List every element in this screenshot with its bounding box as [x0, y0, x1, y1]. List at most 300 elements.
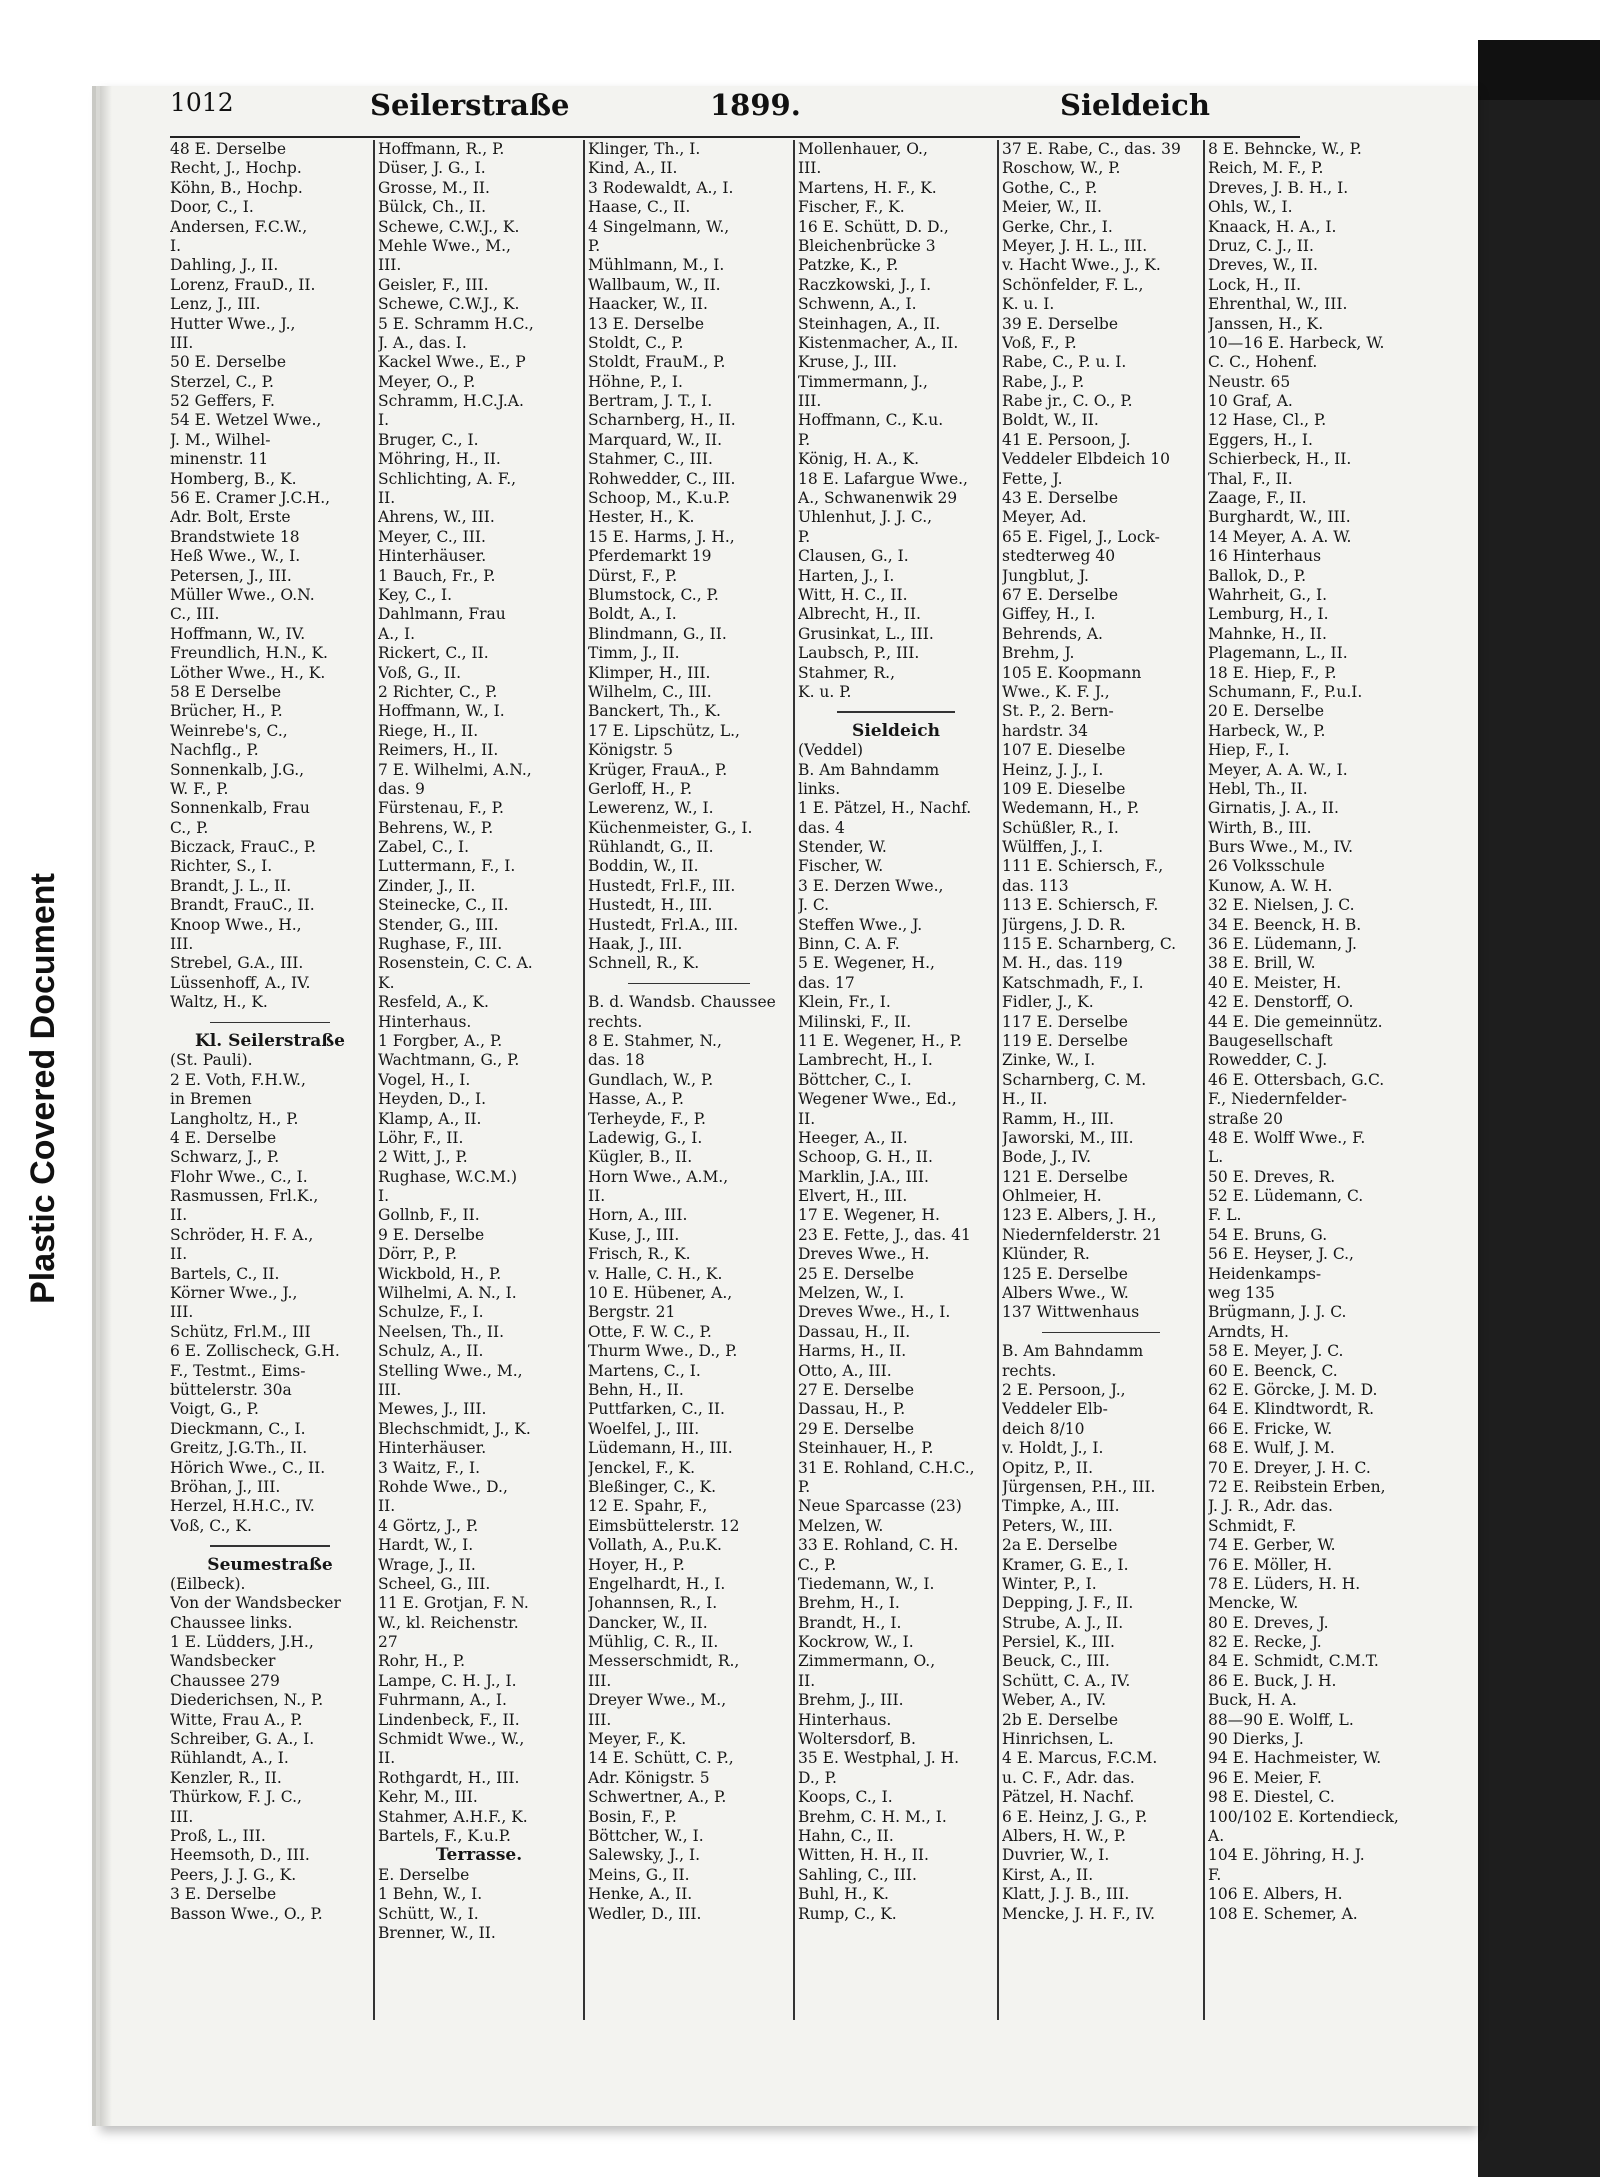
directory-entry: Woelfel, J., III. [588, 1419, 700, 1438]
directory-entry: Haacker, W., II. [588, 295, 708, 314]
directory-entry: Wülffen, J., I. [1002, 838, 1104, 857]
directory-entry: Kenzler, R., II. [170, 1768, 282, 1787]
scanner-shadow-top [1478, 40, 1600, 100]
directory-entry: 137 Wittwenhaus [1002, 1303, 1140, 1322]
directory-entry: 3 Waitz, F., I. [378, 1458, 480, 1477]
directory-entry: 100/102 E. Kortendieck, [1208, 1807, 1399, 1826]
street-section-heading: Kl. Seilerstraße [195, 1031, 345, 1051]
directory-entry: Key, C., I. [378, 585, 453, 604]
directory-entry: 115 E. Scharnberg, C. [1002, 935, 1177, 954]
directory-entry: 109 E. Dieselbe [1002, 779, 1126, 798]
directory-entry: Harms, H., II. [798, 1342, 907, 1361]
directory-entry: Voß, G., II. [378, 663, 462, 682]
directory-entry: 78 E. Lüders, H. H. [1208, 1574, 1361, 1593]
directory-entry: 66 E. Fricke, W. [1208, 1419, 1333, 1438]
directory-entry: 6 E. Heinz, J. G., P. [1002, 1807, 1148, 1826]
directory-entry: Scheel, G., III. [378, 1574, 491, 1593]
directory-entry: Geisler, F., III. [378, 275, 489, 294]
directory-entry: Janssen, H., K. [1208, 314, 1324, 333]
directory-entry: Lüssenhoff, A., IV. [170, 973, 311, 992]
directory-entry: I. [378, 1187, 390, 1206]
directory-entry: Herzel, H.H.C., IV. [170, 1497, 315, 1516]
directory-entry: Frisch, R., K. [588, 1245, 691, 1264]
directory-entry: Schoop, M., K.u.P. [588, 489, 731, 508]
directory-entry: 50 E. Dreves, R. [1208, 1167, 1336, 1186]
directory-entry: Kind, A., II. [588, 159, 678, 178]
directory-entry: Rughase, F., III. [378, 935, 503, 954]
directory-entry: Chaussee 279 [170, 1671, 280, 1690]
directory-entry: 41 E. Persoon, J. [1002, 430, 1131, 449]
directory-entry: Elvert, H., III. [798, 1187, 908, 1206]
directory-entry: Kehr, M., III. [378, 1788, 478, 1807]
directory-entry: Von der Wandsbecker [170, 1594, 341, 1613]
directory-entry: 6 E. Zollischeck, G.H. [170, 1342, 340, 1361]
directory-entry: Rohwedder, C., III. [588, 469, 736, 488]
directory-entry: Weber, A., IV. [1002, 1691, 1107, 1710]
directory-entry: Jungblut, J. [1002, 566, 1089, 585]
directory-entry: Klinger, Th., I. [588, 140, 701, 158]
directory-entry: 29 E. Derselbe [798, 1419, 915, 1438]
directory-entry: Bruger, C., I. [378, 430, 479, 449]
directory-entry: Gerloff, H., P. [588, 779, 693, 798]
directory-entry: Königstr. 5 [588, 741, 673, 760]
directory-entry: 26 Volksschule [1208, 857, 1325, 876]
directory-entry: 12 E. Spahr, F., [588, 1497, 708, 1516]
directory-entry: Meier, W., II. [1002, 198, 1102, 217]
directory-entry: 94 E. Hachmeister, W. [1208, 1749, 1382, 1768]
directory-entry: Bleßinger, C., K. [588, 1477, 717, 1496]
directory-entry: Hoffmann, C., K.u. [798, 411, 944, 430]
directory-entry: Brehm, H., I. [798, 1594, 900, 1613]
directory-entry: 1 Forgber, A., P. [378, 1031, 503, 1050]
directory-entry: Höhne, P., I. [588, 372, 683, 391]
directory-entry: Wirth, B., III. [1208, 818, 1312, 837]
directory-entry: Jenckel, F., K. [588, 1458, 696, 1477]
directory-entry: 84 E. Schmidt, C.M.T. [1208, 1652, 1379, 1671]
directory-entry: 14 E. Schütt, C. P., [588, 1749, 734, 1768]
directory-entry: Haak, J., III. [588, 935, 683, 954]
directory-entry: Wickbold, H., P. [378, 1264, 502, 1283]
directory-entry: Witt, H. C., II. [798, 585, 908, 604]
directory-entry: Schmidt Wwe., W., [378, 1730, 525, 1749]
column-1 [170, 140, 370, 2020]
directory-entry: Kunow, A. W. H. [1208, 876, 1333, 895]
directory-entry: C. C., Hohenf. [1208, 353, 1318, 372]
directory-entry: Hinterhaus. [378, 1012, 472, 1031]
directory-entry: Hoyer, H., P. [588, 1555, 685, 1574]
directory-entry: rechts. [1002, 1361, 1057, 1380]
directory-entry: 23 E. Fette, J., das. 41 [798, 1225, 971, 1244]
column-divider [583, 140, 585, 2020]
directory-entry: hardstr. 34 [1002, 721, 1089, 740]
directory-entry: Hoffmann, W., I. [378, 702, 505, 721]
directory-entry: Dreves Wwe., H., I. [798, 1303, 951, 1322]
directory-entry: Sterzel, C., P. [170, 372, 274, 391]
directory-entry: H., II. [1002, 1090, 1048, 1109]
directory-entry: II. [170, 1206, 188, 1225]
directory-entry: III. [378, 1381, 402, 1399]
directory-entry: Hinterhäuser. [378, 547, 487, 566]
directory-entry: Brandt, FrauC., II. [170, 896, 315, 915]
directory-entry: straße 20 [1208, 1109, 1284, 1128]
directory-entry: 2 Witt, J., P. [378, 1148, 468, 1167]
scanner-shadow [1478, 40, 1600, 2177]
directory-entry: weg 135 [1208, 1284, 1275, 1303]
directory-entry: Voigt, G., P. [170, 1400, 259, 1419]
directory-entry: Meyer, J. H. L., III. [1002, 236, 1148, 255]
directory-entry: 44 E. Die gemeinnütz. [1208, 1012, 1383, 1031]
street-section-heading: Seumestraße [207, 1555, 333, 1575]
directory-entry: III. [798, 159, 822, 178]
directory-entry: Schröder, H. F. A., [170, 1225, 314, 1244]
directory-entry: 3 E. Derzen Wwe., [798, 876, 944, 895]
directory-entry: Patzke, K., P. [798, 256, 899, 275]
directory-entry: Arndts, H. [1208, 1322, 1289, 1341]
directory-entry: Böttcher, C., I. [798, 1070, 912, 1089]
directory-entry: P. [798, 430, 811, 449]
directory-entry: Jaworski, M., III. [1002, 1128, 1134, 1147]
street-heading-left: Seilerstraße [370, 88, 570, 122]
directory-entry: Stender, G., III. [378, 915, 499, 934]
directory-entry: I. [378, 411, 390, 430]
directory-entry: Brügmann, J. J. C. [1208, 1303, 1347, 1322]
directory-entry: das. 113 [1002, 876, 1069, 895]
directory-entry: Peers, J. J. G., K. [170, 1865, 297, 1884]
directory-entry: Dassau, H., II. [798, 1322, 911, 1341]
directory-entry: Brehm, J. [1002, 644, 1075, 663]
directory-entry: Hasse, A., P. [588, 1090, 684, 1109]
directory-entry: Timpke, A., III. [1002, 1497, 1120, 1516]
directory-entry: W., kl. Reichenstr. [378, 1613, 519, 1632]
directory-entry: Steinhauer, H., P. [798, 1439, 934, 1458]
directory-entry: Nachflg., P. [170, 741, 259, 760]
directory-entry: K. [378, 973, 395, 992]
directory-entry: Steinecke, C., II. [378, 896, 509, 915]
directory-entry: Reich, M. F., P. [1208, 159, 1324, 178]
directory-entry: Burs Wwe., M., IV. [1208, 838, 1354, 857]
directory-entry: 9 E. Derselbe [378, 1225, 485, 1244]
directory-entry: Jürgens, J. D. R. [1002, 915, 1126, 934]
directory-entry: 98 E. Diestel, C. [1208, 1788, 1335, 1807]
directory-entry: 4 Singelmann, W., [588, 217, 730, 236]
directory-entry: 20 E. Derselbe [1208, 702, 1325, 721]
directory-entry: 86 E. Buck, J. H. [1208, 1671, 1337, 1690]
directory-entry: 3 Rodewaldt, A., I. [588, 178, 734, 197]
directory-entry: 2b E. Derselbe [1002, 1710, 1119, 1729]
directory-entry: B. Am Bahndamm [1002, 1342, 1144, 1361]
directory-entry: 107 E. Dieselbe [1002, 741, 1126, 760]
directory-entry: Schewe, C.W.J., K. [378, 217, 520, 236]
directory-entry: v. Hacht Wwe., J., K. [1002, 256, 1161, 275]
directory-entry: Pätzel, H. Nachf. [1002, 1788, 1135, 1807]
column-6 [1208, 140, 1408, 2020]
directory-entry: Rabe, J., P. [1002, 372, 1085, 391]
directory-entry: Peters, W., III. [1002, 1516, 1113, 1535]
directory-entry: Wilhelm, C., III. [588, 682, 712, 701]
directory-entry: K. u. P. [798, 682, 852, 701]
directory-entry: Meins, G., II. [588, 1865, 690, 1884]
directory-entry: Rasmussen, Frl.K., [170, 1187, 319, 1206]
directory-entry: (Veddel) [798, 741, 864, 760]
directory-entry: Wrage, J., II. [378, 1555, 476, 1574]
directory-entry: Voß, C., K. [170, 1516, 252, 1535]
directory-entry: 48 E. Wolff Wwe., F. [1208, 1128, 1366, 1147]
directory-entry: Banckert, Th., K. [588, 702, 721, 721]
directory-entry: Klamp, A., II. [378, 1109, 482, 1128]
directory-entry: Katschmadh, F., I. [1002, 973, 1144, 992]
directory-entry: 90 Dierks, J. [1208, 1730, 1304, 1749]
directory-entry: Lock, H., II. [1208, 275, 1302, 294]
directory-entry: II. [378, 1497, 396, 1516]
directory-entry: 1 Behn, W., I. [378, 1885, 483, 1904]
directory-entry: Thurm Wwe., D., P. [588, 1342, 738, 1361]
directory-entry: Rühlandt, A., I. [170, 1749, 289, 1768]
directory-entry: Fürstenau, F., P. [378, 799, 504, 818]
directory-entry: Dieckmann, C., I. [170, 1419, 306, 1438]
directory-entry: Gothe, C., P. [1002, 178, 1098, 197]
page-header [170, 88, 1300, 132]
directory-entry: I. [170, 236, 182, 255]
directory-entry: 67 E. Derselbe [1002, 585, 1119, 604]
directory-entry: Timm, J., II. [588, 644, 680, 663]
section-divider [798, 702, 994, 721]
directory-entry: Wwe., K. F. J., [1002, 682, 1110, 701]
directory-entry: Löhr, F., II. [378, 1128, 464, 1147]
directory-entry: Hoffmann, W., IV. [170, 624, 306, 643]
directory-entry: M. H., das. 119 [1002, 954, 1123, 973]
directory-entry: Ohlmeier, H. [1002, 1187, 1102, 1206]
directory-entry: Hahn, C., II. [798, 1826, 894, 1845]
directory-entry: Blumstock, C., P. [588, 585, 719, 604]
directory-entry: Brandt, H., I. [798, 1613, 902, 1632]
directory-entry: Burghardt, W., III. [1208, 508, 1351, 527]
directory-entry: Dreves, J. B. H., I. [1208, 178, 1349, 197]
directory-entry: Basson Wwe., O., P. [170, 1904, 323, 1923]
directory-entry: (Eilbeck). [170, 1574, 246, 1593]
directory-entry: 36 E. Lüdemann, J. [1208, 935, 1357, 954]
directory-entry: 111 E. Schiersch, F., [1002, 857, 1164, 876]
directory-entry: Meyer, F., K. [588, 1730, 687, 1749]
directory-entry: Blechschmidt, J., K. [378, 1419, 531, 1438]
directory-entry: Druz, C. J., II. [1208, 236, 1314, 255]
directory-entry: J. A., das. I. [378, 333, 467, 352]
directory-entry: Johannsen, R., I. [588, 1594, 718, 1613]
directory-entry: III. [170, 1303, 194, 1322]
directory-entry: Flohr Wwe., C., I. [170, 1167, 308, 1186]
directory-entry: Petersen, J., III. [170, 566, 292, 585]
directory-entry: Rughase, W.C.M.) [378, 1167, 518, 1186]
directory-entry: Adr. Bolt, Erste [170, 508, 291, 527]
directory-entry: 121 E. Derselbe [1002, 1167, 1128, 1186]
directory-entry: F. [1208, 1865, 1222, 1884]
directory-entry: C., P. [798, 1555, 837, 1574]
street-section-heading: Sieldeich [852, 721, 940, 741]
directory-entry: 38 E. Brill, W. [1208, 954, 1316, 973]
directory-entry: F., Testmt., Eims- [170, 1361, 306, 1380]
directory-entry: Waltz, H., K. [170, 993, 268, 1012]
directory-entry: 4 Görtz, J., P. [378, 1516, 479, 1535]
directory-entry: 70 E. Dreyer, J. H. C. [1208, 1458, 1371, 1477]
directory-entry: Girnatis, J. A., II. [1208, 799, 1339, 818]
directory-entry: Andersen, F.C.W., [170, 217, 308, 236]
directory-entry: Jürgensen, P.H., III. [1002, 1477, 1156, 1496]
directory-entry: Beuck, C., III. [1002, 1652, 1110, 1671]
directory-entry: Stahmer, R., [798, 663, 896, 682]
directory-entry: 11 E. Grotjan, F. N. [378, 1594, 529, 1613]
directory-entry: Rowedder, C. J. [1208, 1051, 1328, 1070]
directory-entry: Wandsbecker [170, 1652, 276, 1671]
directory-entry: Terheyde, F., P. [588, 1109, 706, 1128]
directory-entry: 119 E. Derselbe [1002, 1031, 1128, 1050]
directory-entry: Proß, L., III. [170, 1826, 266, 1845]
directory-entry: II. [798, 1109, 816, 1128]
directory-entry: K. u. I. [1002, 295, 1055, 314]
directory-entry: Schütz, Frl.M., III [170, 1322, 311, 1341]
directory-entry: 43 E. Derselbe [1002, 489, 1119, 508]
directory-entry: Ballok, D., P. [1208, 566, 1306, 585]
column-5 [1002, 140, 1200, 2020]
directory-entry: Gerke, Chr., I. [1002, 217, 1113, 236]
directory-entry: Witten, H. H., II. [798, 1846, 929, 1865]
directory-entry: III. [170, 1807, 194, 1826]
directory-entry: Müller Wwe., O.N. [170, 585, 315, 604]
directory-entry: Harbeck, W., P. [1208, 721, 1326, 740]
directory-entry: Grusinkat, L., III. [798, 624, 934, 643]
directory-entry: Dörr, P., P. [378, 1245, 458, 1264]
directory-entry: 13 E. Derselbe [588, 314, 705, 333]
directory-entry: Persiel, K., III. [1002, 1633, 1115, 1652]
directory-entry: Thürkow, F. J. C., [170, 1788, 302, 1807]
directory-entry: 2 E. Persoon, J., [1002, 1381, 1126, 1399]
directory-entry: Lorenz, FrauD., II. [170, 275, 316, 294]
directory-entry: rechts. [588, 1012, 643, 1031]
directory-entry: in Bremen [170, 1090, 252, 1109]
directory-entry: Voß, F., P. [1002, 333, 1077, 352]
directory-entry: Heidenkamps- [1208, 1264, 1322, 1283]
directory-entry: 125 E. Derselbe [1002, 1264, 1128, 1283]
directory-entry: 15 E. Harms, J. H., [588, 527, 735, 546]
directory-entry: 123 E. Albers, J. H., [1002, 1206, 1157, 1225]
directory-entry: Mehle Wwe., M., [378, 236, 511, 255]
directory-entry: Lewerenz, W., I. [588, 799, 714, 818]
directory-entry: 40 E. Meister, H. [1208, 973, 1342, 992]
directory-entry: Lenz, J., III. [170, 295, 261, 314]
directory-entry: Baugesellschaft [1208, 1031, 1333, 1050]
directory-entry: F., Niedernfelder- [1208, 1090, 1347, 1109]
directory-entry: 56 E. Heyser, J. C., [1208, 1245, 1354, 1264]
directory-entry: Wahrheit, G., I. [1208, 585, 1328, 604]
directory-entry: 62 E. Görcke, J. M. D. [1208, 1381, 1378, 1399]
directory-entry: Bröhan, J., III. [170, 1477, 281, 1496]
directory-entry: Plagemann, L., II. [1208, 644, 1348, 663]
directory-entry: 17 E. Wegener, H. [798, 1206, 940, 1225]
directory-entry: Strebel, G.A., III. [170, 954, 304, 973]
directory-entry: Schnell, R., K. [588, 954, 700, 973]
directory-entry: Stoldt, FrauM., P. [588, 353, 726, 372]
directory-entry: Neelsen, Th., II. [378, 1322, 505, 1341]
directory-entry: Köhn, B., Hochp. [170, 178, 303, 197]
directory-entry: Schumann, F., P.u.I. [1208, 682, 1363, 701]
directory-entry: Lemburg, H., I. [1208, 605, 1329, 624]
directory-entry: Schwenn, A., I. [798, 295, 917, 314]
directory-entry: Hinterhäuser. [378, 1439, 487, 1458]
directory-entry: 74 E. Gerber, W. [1208, 1536, 1336, 1555]
directory-entry: Eggers, H., I. [1208, 430, 1313, 449]
column-divider [793, 140, 795, 2020]
directory-entry: Duvrier, W., I. [1002, 1846, 1110, 1865]
column-divider [1203, 140, 1205, 2020]
directory-entry: Mencke, W. [1208, 1594, 1299, 1613]
directory-entry: II. [798, 1671, 816, 1690]
directory-entry: 46 E. Ottersbach, G.C. [1208, 1070, 1385, 1089]
directory-entry: Messerschmidt, R., [588, 1652, 740, 1671]
directory-entry: Giffey, H., I. [1002, 605, 1096, 624]
directory-entry: Vollath, A., P.u.K. [588, 1536, 722, 1555]
directory-entry: Witte, Frau A., P. [170, 1710, 303, 1729]
directory-entry: 117 E. Derselbe [1002, 1012, 1128, 1031]
directory-entry: Dahling, J., II. [170, 256, 279, 275]
directory-entry: 48 E. Derselbe [170, 140, 287, 158]
directory-entry: Albers Wwe., W. [1002, 1284, 1129, 1303]
directory-entry: büttelerstr. 30a [170, 1381, 292, 1399]
directory-entry: Tiedemann, W., I. [798, 1574, 935, 1593]
directory-entry: Hoffmann, R., P. [378, 140, 505, 158]
directory-entry: Bülck, Ch., II. [378, 198, 487, 217]
directory-entry: 2a E. Derselbe [1002, 1536, 1118, 1555]
directory-entry: Fette, J. [1002, 469, 1063, 488]
directory-entry: Klatt, J. J. B., III. [1002, 1885, 1130, 1904]
directory-entry: Adr. Königstr. 5 [588, 1768, 710, 1787]
directory-entry: Meyer, Ad. [1002, 508, 1087, 527]
directory-entry: Luttermann, F., I. [378, 857, 516, 876]
directory-entry: 113 E. Schiersch, F. [1002, 896, 1159, 915]
directory-entry: C., III. [170, 605, 220, 624]
directory-entry: 8 E. Stahmer, N., [588, 1031, 722, 1050]
directory-entry: Rühlandt, G., II. [588, 838, 714, 857]
directory-entry: B. d. Wandsb. Chaussee [588, 993, 776, 1012]
directory-entry: Hörich Wwe., C., II. [170, 1458, 326, 1477]
directory-entry: 27 [378, 1633, 398, 1652]
directory-entry: Wedler, D., III. [588, 1904, 702, 1923]
directory-entry: Zaage, F., II. [1208, 489, 1307, 508]
directory-entry: Kramer, G. E., I. [1002, 1555, 1129, 1574]
directory-entry: Kruse, J., III. [798, 353, 898, 372]
directory-entry: Eimsbüttelerstr. 12 [588, 1516, 740, 1535]
column-3 [588, 140, 790, 2020]
directory-entry: Lampe, C. H. J., I. [378, 1671, 517, 1690]
directory-entry: Boddin, W., II. [588, 857, 699, 876]
year-heading: 1899. [710, 88, 801, 122]
directory-entry: Hutter Wwe., J., [170, 314, 296, 333]
directory-entry: Meyer, A. A. W., I. [1208, 760, 1348, 779]
directory-entry: Brücher, H., P. [170, 702, 283, 721]
directory-entry: Fuhrmann, A., I. [378, 1691, 507, 1710]
directory-entry: E. Derselbe [378, 1865, 470, 1884]
directory-entry: Neustr. 65 [1208, 372, 1291, 391]
directory-entry: Klein, Fr., I. [798, 993, 891, 1012]
directory-entry: Schreiber, G. A., I. [170, 1730, 315, 1749]
directory-entry: III. [170, 333, 194, 352]
directory-entry: Schwarz, J., P. [170, 1148, 280, 1167]
directory-entry: P. [798, 527, 811, 546]
directory-entry: Hustedt, H., III. [588, 896, 713, 915]
directory-entry: 65 E. Figel, J., Lock- [1002, 527, 1160, 546]
directory-entry: 54 E. Wetzel Wwe., [170, 411, 322, 430]
directory-entry: Boldt, W., II. [1002, 411, 1099, 430]
directory-entry: 72 E. Reibstein Erben, [1208, 1477, 1386, 1496]
directory-entry: Rump, C., K. [798, 1904, 897, 1923]
directory-entry: Martens, H. F., K. [798, 178, 937, 197]
